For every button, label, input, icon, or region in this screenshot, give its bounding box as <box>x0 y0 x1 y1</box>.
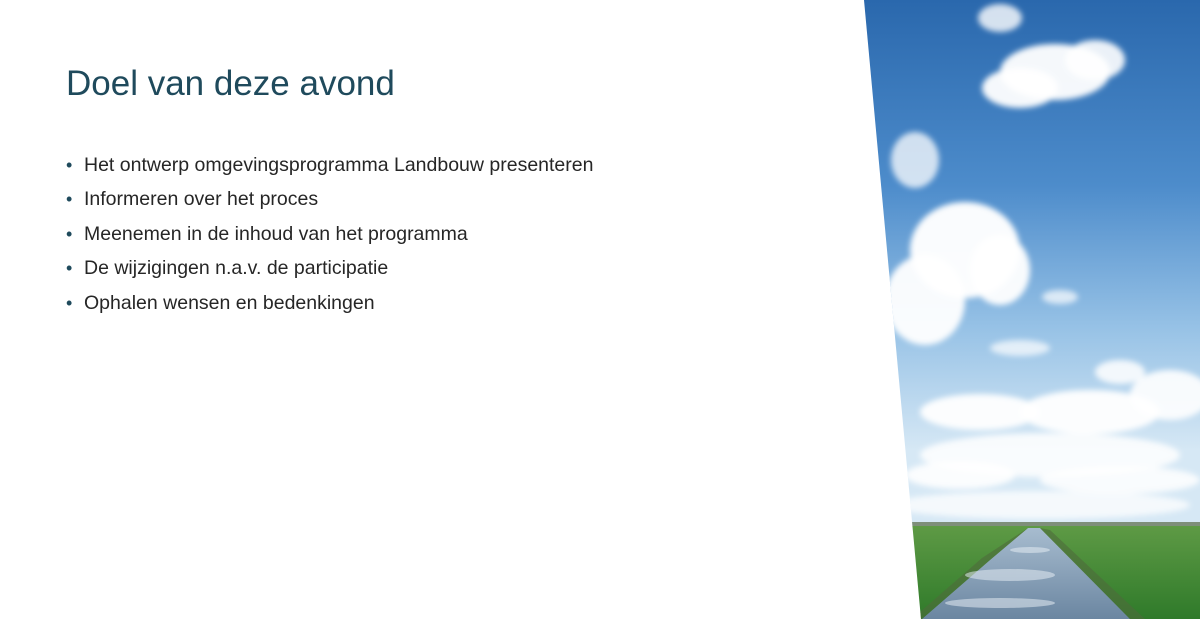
bullet-text: De wijzigingen n.a.v. de participatie <box>84 257 389 280</box>
bullet-text: Ophalen wensen en bedenkingen <box>84 291 375 314</box>
bullet-dot-icon: • <box>66 223 73 244</box>
bullet-text: Informeren over het proces <box>84 188 319 211</box>
bullet-text: Meenemen in de inhoud van het programma <box>84 222 468 245</box>
bullet-dot-icon: • <box>66 258 73 279</box>
slide-title: Doel van deze avond <box>66 64 395 103</box>
bullet-text: Het ontwerp omgevingsprogramma Landbouw presenteren <box>84 153 594 176</box>
bullet-dot-icon: • <box>66 189 73 210</box>
bullet-dot-icon: • <box>66 292 73 313</box>
bullet-dot-icon: • <box>66 154 73 175</box>
